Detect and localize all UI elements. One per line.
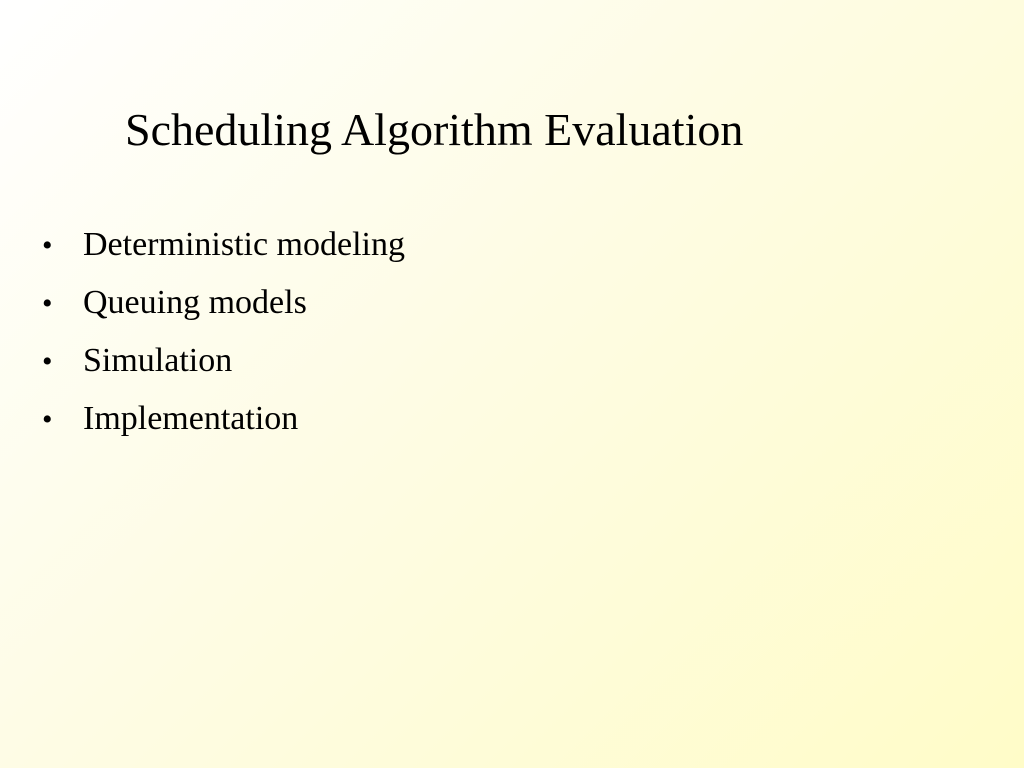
bullet-text: Deterministic modeling (83, 226, 405, 263)
bullet-marker: • (42, 403, 53, 436)
bullet-text: Queuing models (83, 284, 307, 321)
bullet-item-implementation (42, 394, 405, 452)
bullet-text: Implementation (83, 400, 299, 437)
bullet-marker: • (42, 345, 53, 378)
bullet-item-deterministic-modeling (42, 220, 405, 278)
bullet-text: Simulation (83, 342, 233, 379)
bullet-item-simulation (42, 336, 405, 394)
bullet-list (42, 220, 405, 452)
slide-title: Scheduling Algorithm Evaluation (125, 104, 744, 155)
bullet-marker: • (42, 229, 53, 262)
bullet-marker: • (42, 287, 53, 320)
bullet-item-queuing-models (42, 278, 405, 336)
